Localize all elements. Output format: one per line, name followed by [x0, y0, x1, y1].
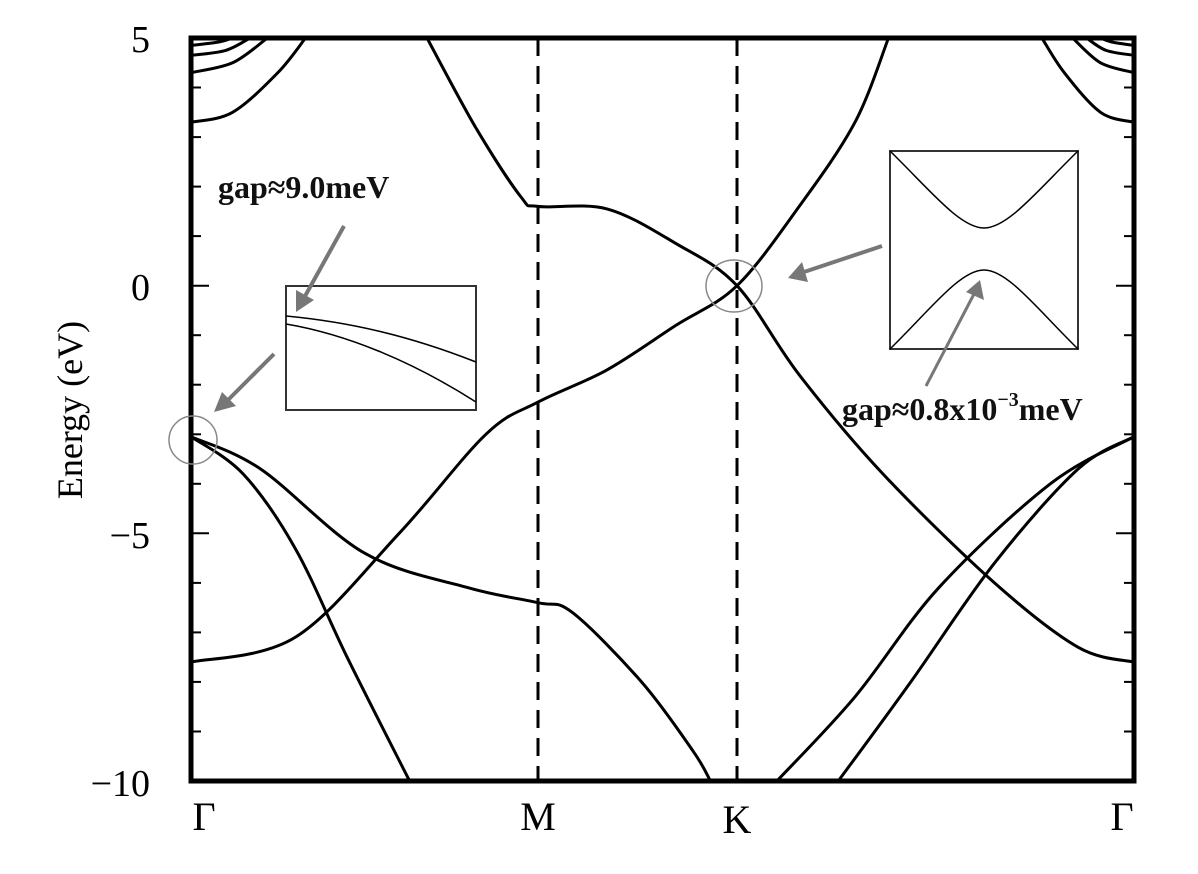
band-line-band-5 — [777, 437, 1134, 781]
y-tick-label-0: 0 — [131, 267, 150, 309]
k-gap-arrowhead-to-circle — [788, 262, 808, 282]
k-gap-label — [842, 389, 1083, 427]
k-label-gamma-end: Γ — [1110, 794, 1134, 839]
band-line-band-4 — [191, 437, 410, 781]
y-tick-label-minus-5: −5 — [109, 515, 150, 557]
y-tick-label-minus-10: −10 — [90, 763, 150, 805]
band-line-band-2 — [427, 38, 1134, 662]
band-line-band-6 — [838, 437, 1134, 781]
k-gap-inset — [890, 151, 1078, 349]
gamma-gap-arrow-to-circle — [228, 354, 274, 400]
k-label-m: M — [520, 794, 556, 839]
band-line-band-upper-e — [1042, 38, 1134, 122]
band-line-band-3 — [191, 437, 710, 781]
gamma-gap-inset — [286, 286, 476, 410]
k-gap-circle — [706, 260, 762, 312]
y-axis-title: Energy (eV) — [50, 320, 90, 500]
k-label-gamma-start: Γ — [192, 794, 216, 839]
k-gap-label-main: gap≈0.8x10 — [842, 391, 998, 427]
k-gap-arrow-to-circle — [804, 246, 882, 272]
k-gap-label-unit: meV — [1018, 391, 1083, 427]
k-gap-label-exponent: −3 — [997, 389, 1019, 411]
k-label-k: K — [722, 797, 752, 842]
y-tick-label-5: 5 — [131, 19, 150, 61]
gamma-gap-label: gap≈9.0meV — [218, 169, 390, 205]
band-line-band-upper-a — [191, 38, 306, 122]
